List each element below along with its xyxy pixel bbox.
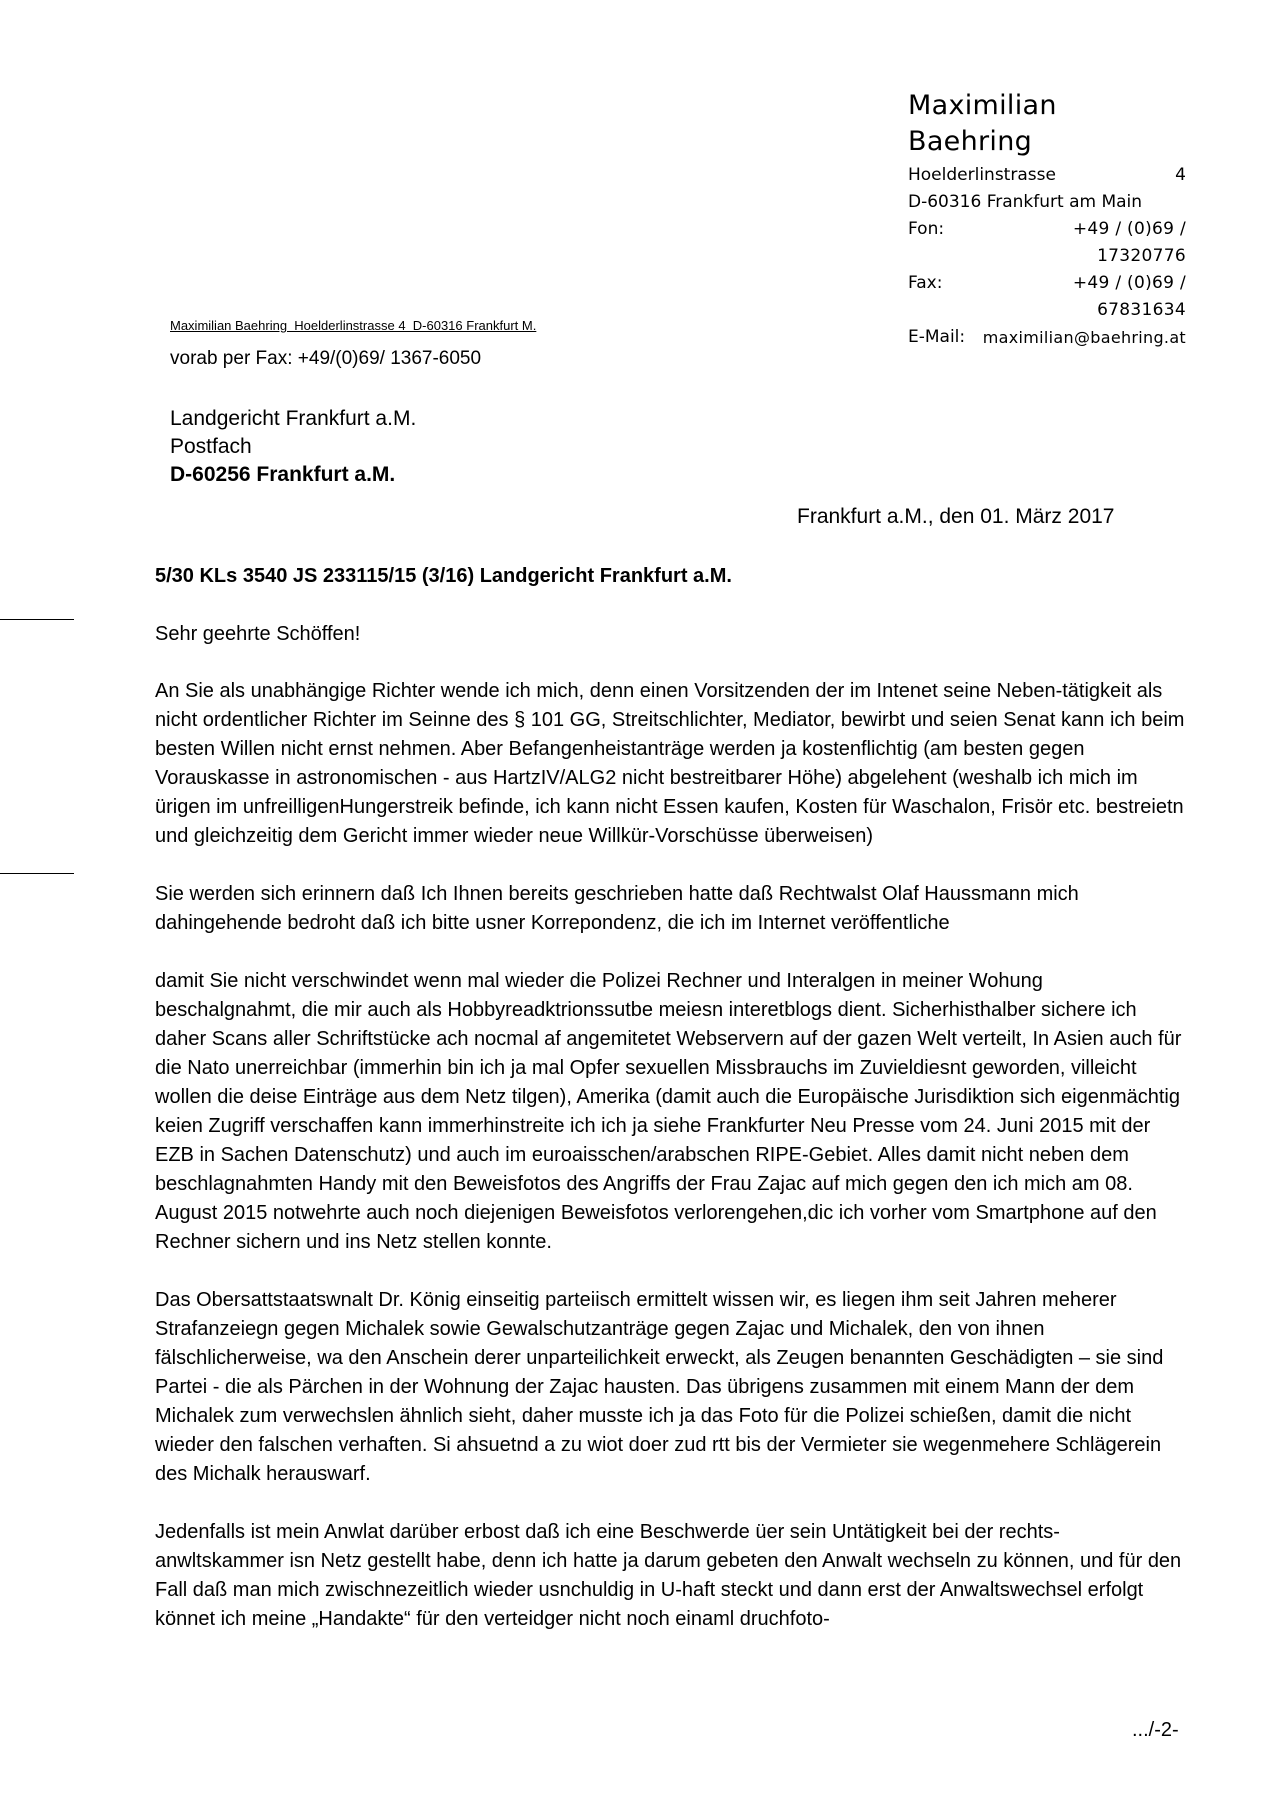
paragraph-3: damit Sie nicht verschwindet wenn mal wieder die Polizei Rechner und Interalgen in meiner Wohung beschalgnahmt, die mir auch als Hobbyreadktrionssutbe meiesn interetblogs dient. Sicherhisthalber sichere ich daher Scans aller Schriftstücke ach nocmal af angemitetet Webservern auf der gazen Welt verteilt, In Asien auch für die Nato unerreichbar (immerhin bin ich ja mal Opfer sexuellen Missbrauchs im Zuvieldiesnt geworden, villeicht wollen die deise Einträge aus dem Netz tilgen), Amerika (damit auch die Europäische Jurisdiktion sich eigenmächtig keien Zugriff verschaffen kann immerhinstreite ich ich ja siehe Frankfurter Neu Presse vom 24. Juni 2015 mit der EZB in Sachen Datenschutz) und auch im euroaisschen/arabschen RIPE-Gebiet. Alles damit nicht neben dem beschlagnahmten Handy mit den Beweisfotos des Angriffs der Frau Zajac auf mich gegen den ich mich am 08. August 2015 notwehrte auch noch diejenigen Beweisfotos verlorengehen,dic ich vorher vom Smartphone auf den Rechner sichern und ins Netz stellen konnte.: [155, 970, 1182, 1253]
paragraph-2: Sie werden sich erinnern daß Ich Ihnen bereits geschrieben hatte daß Rechtwalst Olaf Haussmann mich dahingehende bedroht daß ich bitte usner Korrepondenz, die ich im Internet veröffentliche: [155, 883, 1079, 934]
fax-number: +49 / (0)69 / 67831634: [1072, 273, 1186, 320]
sender-fon-row: [908, 216, 1186, 270]
recipient-line-2: Postfach: [170, 435, 252, 458]
sender-street-row: [908, 162, 1186, 189]
page-continuation: .../-2-: [1132, 1719, 1179, 1741]
subject-line: 5/30 KLs 3540 JS 233115/15 (3/16) Landgericht Frankfurt a.M.: [155, 565, 732, 587]
fold-mark-top: [0, 619, 74, 620]
recipient-address: [170, 405, 416, 489]
letter-body: [155, 620, 1185, 1663]
paragraph-4: Das Obersattstaatswnalt Dr. König einseitig parteiisch ermittelt wissen wir, es liegen ihm seit Jahren meherer Strafanzeiegn gegen Michalek sowie Gewalschutzanträge gegen Zajac und Michalek, den von ihnen fälschlicherweise, wa den Anschein derer unparteilichkeit erweckt, als Zeugen benannten Geschädigten – sie sind Partei - die als Pärchen in der Wohnung der Zajac hausten. Das übrigens zusammen mit einem Mann der dem Michalek zum verwechslen ähnlich sieht, daher musste ich ja das Foto für die Polizei schießen, damit die nicht wieder den falschen verhaften. Si ahsuetnd a zu wiot doer zud rtt bis der Vermieter sie wegenmehere Schlägerein des Michalk herauswarf.: [155, 1289, 1164, 1485]
fold-mark-bottom: [0, 873, 74, 874]
paragraph-5: Jedenfalls ist mein Anwlat darüber erbost daß ich eine Beschwerde üer sein Untätigkeit bei der rechts-anwltskammer isn Netz gestellt habe, denn ich hatte ja darum gebeten den Anwalt wechseln zu können, und für den Fall daß man mich zwischnezeitlich wieder usnchuldig in U-haft steckt und dann erst der Anwaltswechsel erfolgt könnet ich meine „Handakte“ für den verteidger nicht noch einaml druchfoto-: [155, 1521, 1182, 1630]
salutation: Sehr geehrte Schöffen!: [155, 623, 361, 645]
sender-fax-row: [908, 270, 1186, 324]
paragraph-1: An Sie als unabhängige Richter wende ich mich, denn einen Vorsitzenden der im Intenet seine Neben-tätigkeit als nicht ordentlicher Richter im Seinne des § 101 GG, Streitschlichter, Mediator, bewirbt und seien Senat kann ich beim besten Willen nicht ernst nehmen. Aber Befangenheistanträge werden ja kostenflichtig (am besten gegen Vorauskasse in astronomischen - aus HartzIV/ALG2 nicht bestreitbarer Höhe) abgelehent (weshalb ich mich im ürigen im unfreilligenHungerstreik befinde, ich kann nicht Essen kaufen, Kosten für Waschalon, Frisör etc. bestreietn und gleichzeitig dem Gericht immer wieder neue Willkür-Vorschüsse überweisen): [155, 680, 1185, 847]
fon-number: +49 / (0)69 / 17320776: [1072, 219, 1186, 266]
email-address: maximilian@baehring.at: [982, 328, 1186, 347]
fax-label: Fax:: [908, 273, 943, 293]
sender-email-row: [908, 324, 1186, 351]
letter-date: Frankfurt a.M., den 01. März 2017: [797, 505, 1115, 528]
sender-city: D-60316 Frankfurt am Main: [908, 192, 1143, 212]
sender-letterhead: [908, 88, 1186, 351]
email-label: E-Mail:: [908, 327, 966, 347]
recipient-line-3: D-60256 Frankfurt a.M.: [170, 463, 396, 486]
sender-house-no: 4: [1175, 165, 1186, 185]
prefax-note: vorab per Fax: +49/(0)69/ 1367-6050: [170, 348, 482, 369]
recipient-line-1: Landgericht Frankfurt a.M.: [170, 407, 417, 430]
fon-label: Fon:: [908, 219, 945, 239]
sender-street: Hoelderlinstrasse: [908, 165, 1056, 185]
return-address-line: Maximilian Baehring Hoelderlinstrasse 4 D-60316 Frankfurt M.: [170, 318, 537, 333]
sender-name: Maximilian Baehring: [908, 90, 1057, 157]
